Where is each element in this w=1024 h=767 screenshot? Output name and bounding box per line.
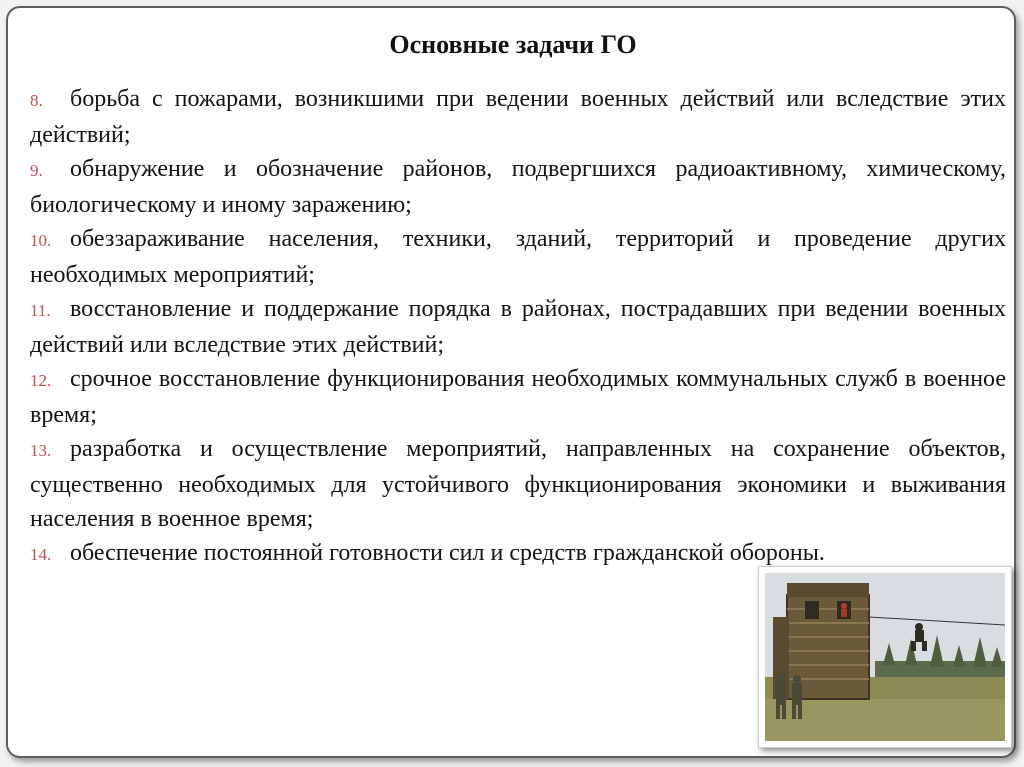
slide-title: Основные задачи ГО — [389, 30, 637, 59]
task-list — [30, 82, 1006, 572]
list-item — [30, 222, 1006, 292]
item-text: обеспечение постоянной готовности сил и средств гражданской обороны. — [70, 540, 825, 566]
slide-frame — [6, 6, 1016, 758]
list-item — [30, 152, 1006, 222]
training-tower-illustration — [765, 573, 1005, 741]
item-number: 14. — [30, 545, 52, 564]
item-text: борьба с пожарами, возникшими при ведении военных действий или вследствие этих действий; — [30, 86, 1006, 148]
list-item — [30, 292, 1006, 362]
item-number: 13. — [30, 441, 52, 460]
training-tower-photo — [765, 573, 1005, 741]
item-text: разработка и осуществление мероприятий, направленных на сохранение объектов, существенно необходимых для устойчивого функционирования экономики и выживания населения в военное время; — [30, 436, 1006, 532]
item-text: обеззараживание населения, техники, зданий, территорий и проведение других необходимых мероприятий; — [30, 226, 1006, 288]
item-text: восстановление и поддержание порядка в районах, пострадавших при ведении военных действий или вследствие этих действий; — [30, 296, 1006, 358]
list-item — [30, 82, 1006, 152]
photo-card — [758, 566, 1012, 748]
item-number: 9. — [30, 161, 43, 180]
item-number: 8. — [30, 91, 43, 110]
item-text: обнаружение и обозначение районов, подвергшихся радиоактивному, химическому, биологическому и иному заражению; — [30, 156, 1006, 218]
item-number: 10. — [30, 231, 52, 250]
item-number: 11. — [30, 301, 51, 320]
item-number: 12. — [30, 371, 52, 390]
item-text: срочное восстановление функционирования необходимых коммунальных служб в военное время; — [30, 366, 1006, 428]
list-item — [30, 362, 1006, 432]
list-item — [30, 432, 1006, 536]
